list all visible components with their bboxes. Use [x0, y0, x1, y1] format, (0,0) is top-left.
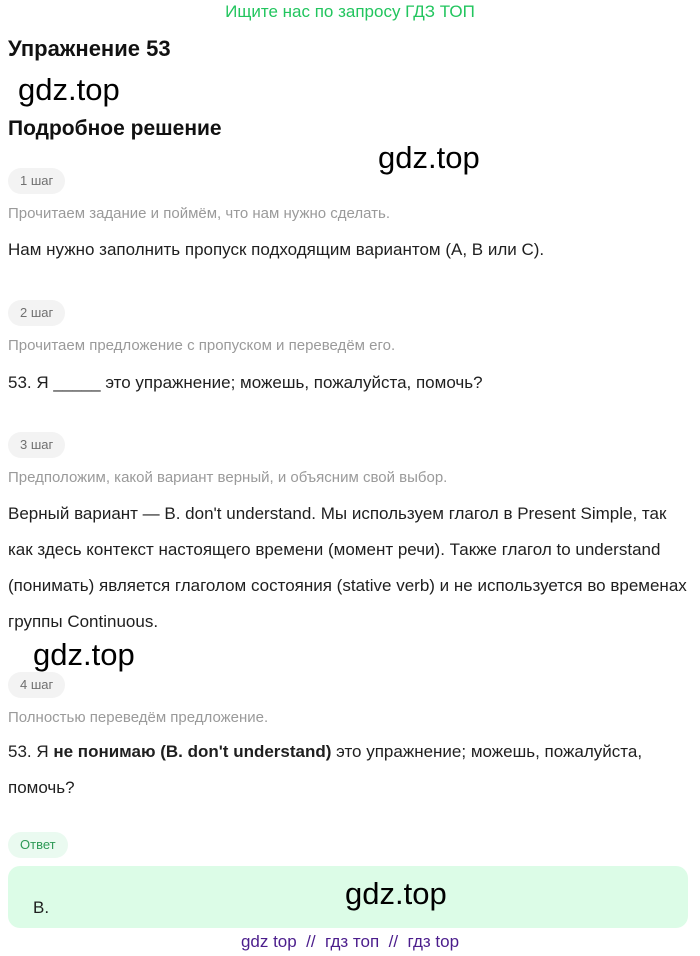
answer-chip: Ответ	[8, 832, 68, 858]
step-hint-3: Предположим, какой вариант верный, и объясним свой выбор.	[8, 469, 448, 486]
step-text-4-bold: не понимаю (B. don't understand)	[53, 742, 332, 761]
step-chip-2: 2 шаг	[8, 300, 65, 326]
step-chip-1: 1 шаг	[8, 168, 65, 194]
step-chip-3: 3 шаг	[8, 432, 65, 458]
step-hint-1: Прочитаем задание и поймём, что нам нужно сделать.	[8, 205, 391, 222]
footer-links[interactable]: gdz top // гдз топ // гдз top	[240, 932, 460, 951]
step-text-2: 53. Я _____ это упражнение; можешь, пожалуйста, помочь?	[8, 373, 483, 392]
step-hint-4: Полностью переведём предложение.	[8, 709, 269, 726]
step-text-4-suffix: это упражнение; можешь, пожалуйста, помочь?	[8, 742, 643, 797]
watermark: gdz.top	[18, 72, 120, 107]
exercise-title: Упражнение 53	[8, 36, 171, 61]
step-text-3: Верный вариант — B. don't understand. Мы используем глагол в Present Simple, так как здесь контекст настоящего времени (момент речи). Также глагол to understand (понимать) является глаголом состояния (stative verb) и не используется во временах группы Continuous.	[8, 504, 687, 631]
watermark: gdz.top	[33, 637, 135, 672]
step-chip-4: 4 шаг	[8, 672, 65, 698]
solution-title: Подробное решение	[8, 117, 222, 140]
watermark: gdz.top	[345, 876, 447, 911]
step-hint-2: Прочитаем предложение с пропуском и переведём его.	[8, 337, 396, 354]
step-text-4-prefix: 53. Я	[8, 742, 54, 761]
step-text-4	[8, 734, 692, 806]
top-banner[interactable]: Ищите нас по запросу ГДЗ ТОП	[225, 2, 475, 21]
answer-text: B.	[33, 898, 50, 917]
step-text-1: Нам нужно заполнить пропуск подходящим вариантом (A, B или C).	[8, 240, 545, 259]
watermark: gdz.top	[378, 140, 480, 175]
